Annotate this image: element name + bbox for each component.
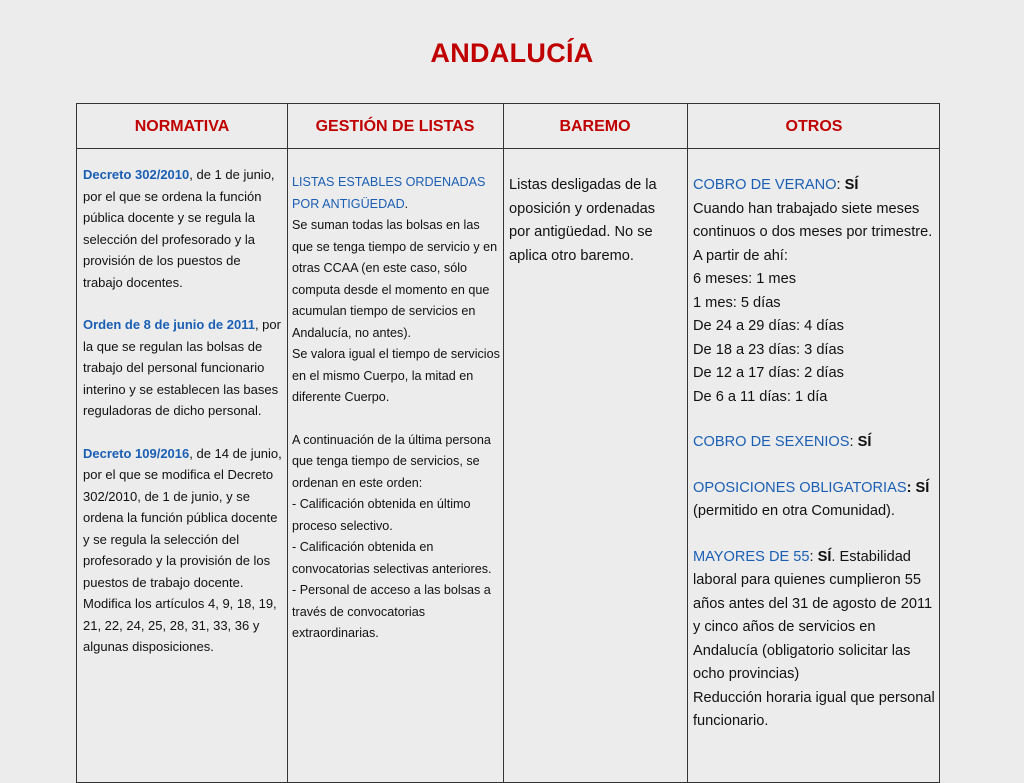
comparison-table <box>76 103 940 783</box>
decreto-109-paragraph <box>83 443 283 658</box>
decreto-109-ref: Decreto 109/2016 <box>83 445 190 461</box>
cobro-sexenios-label: COBRO DE SEXENIOS <box>693 434 850 450</box>
header-divider <box>77 148 939 149</box>
cobro-verano-label: COBRO DE VERANO <box>693 177 837 193</box>
gestion-heading-text: LISTAS ESTABLES ORDENADAS POR ANTIGÜEDAD <box>292 175 486 211</box>
oposiciones-label: OPOSICIONES OBLIGATORIAS <box>693 479 907 496</box>
cell-otros <box>693 174 937 734</box>
oposiciones-colon: : <box>906 479 916 496</box>
verano-line: De 6 a 11 días: 1 día <box>693 388 828 405</box>
gestion-heading <box>292 172 500 215</box>
orden-2011-paragraph <box>83 314 283 422</box>
oposiciones-obligatorias <box>693 477 937 501</box>
decreto-302-text: , de 1 de junio, por el que se ordena la función pública docente y se regula la selección del profesorado y la provisión de los puestos de trabajo docentes. <box>83 167 275 290</box>
verano-line: 6 meses: 1 mes <box>693 271 797 287</box>
cobro-verano <box>693 174 937 198</box>
mayores-55 <box>693 546 937 687</box>
mayores-55-label: MAYORES DE 55 <box>693 548 810 565</box>
column-divider <box>503 104 504 782</box>
gestion-line: Se suman todas las bolsas en las que se tenga tiempo de servicio y en otras CCAA (en este caso, sólo computa desde el momento en que acumulan tiempo de servicios en Andalucía, no antes). <box>292 218 498 340</box>
mayores-55-colon: : <box>809 548 818 565</box>
decreto-109-text: , de 14 de junio, por el que se modifica el Decreto 302/2010, de 1 de junio, y se ordena la función pública docente y se regula la selección del profesorado y la provisión de los puestos de trabajo docente. Modifica los artículos 4, 9, 18, 19, 21, 22, 24, 25, 28, 31, 33, 36 y algunas disposiciones. <box>83 445 282 654</box>
verano-line: Cuando han trabajado siete meses continuos o dos meses por trimestre. <box>693 200 933 240</box>
cobro-verano-value: SÍ <box>844 177 859 193</box>
cobro-sexenios-value: SÍ <box>857 434 872 450</box>
decreto-302-ref: Decreto 302/2010 <box>83 167 190 182</box>
cell-normativa <box>83 164 283 658</box>
header-gestion-listas: GESTIÓN DE LISTAS <box>315 118 475 135</box>
gestion-line: A continuación de la última persona que tenga tiempo de servicios, se ordenan en este orden: <box>292 432 491 490</box>
orden-2011-ref: Orden de 8 de junio de 2011 <box>83 317 255 332</box>
column-divider <box>687 104 688 782</box>
cobro-verano-colon: : <box>836 177 845 193</box>
cobro-sexenios <box>693 431 937 455</box>
cell-baremo <box>509 174 677 268</box>
column-divider <box>287 104 288 782</box>
verano-line: De 12 a 17 días: 2 días <box>693 365 844 381</box>
mayores-55-value: SÍ <box>817 548 832 565</box>
cell-gestion-listas <box>292 172 500 645</box>
verano-line: De 18 a 23 días: 3 días <box>693 341 844 358</box>
verano-line: 1 mes: 5 días <box>693 294 781 311</box>
reduccion-horaria: Reducción horaria igual que personal funcionario. <box>693 689 935 729</box>
decreto-302-paragraph <box>83 164 283 293</box>
mayores-55-text: . Estabilidad laboral para quienes cumplieron 55 años antes del 31 de agosto de 2011 y cinco años de servicios en Andalucía (obligatorio solicitar las ocho provincias) <box>693 548 933 682</box>
baremo-text: Listas desligadas de la oposición y ordenadas por antigüedad. No se aplica otro baremo. <box>509 177 657 264</box>
verano-line: De 24 a 29 días: 4 días <box>693 318 844 334</box>
oposiciones-value: SÍ <box>915 479 930 496</box>
gestion-line: - Calificación obtenida en último proceso selectivo. <box>292 497 471 533</box>
oposiciones-note: (permitido en otra Comunidad). <box>693 503 895 519</box>
header-baremo: BAREMO <box>559 118 631 135</box>
gestion-heading-end: . <box>404 196 409 211</box>
cobro-sexenios-colon: : <box>849 434 858 450</box>
header-otros: OTROS <box>785 118 843 135</box>
gestion-line: - Personal de acceso a las bolsas a través de convocatorias extraordinarias. <box>292 583 491 640</box>
gestion-line: - Calificación obtenida en convocatorias selectivas anteriores. <box>292 540 492 576</box>
header-normativa: NORMATIVA <box>134 118 230 135</box>
verano-line: A partir de ahí: <box>693 247 788 264</box>
gestion-line: Se valora igual el tiempo de servicios en el mismo Cuerpo, la mitad en diferente Cuerpo. <box>292 347 500 404</box>
page-title: ANDALUCÍA <box>430 38 594 68</box>
orden-2011-text: , por la que se regulan las bolsas de trabajo del personal funcionario interino y se establecen las bases reguladoras de dicho personal. <box>83 317 281 418</box>
